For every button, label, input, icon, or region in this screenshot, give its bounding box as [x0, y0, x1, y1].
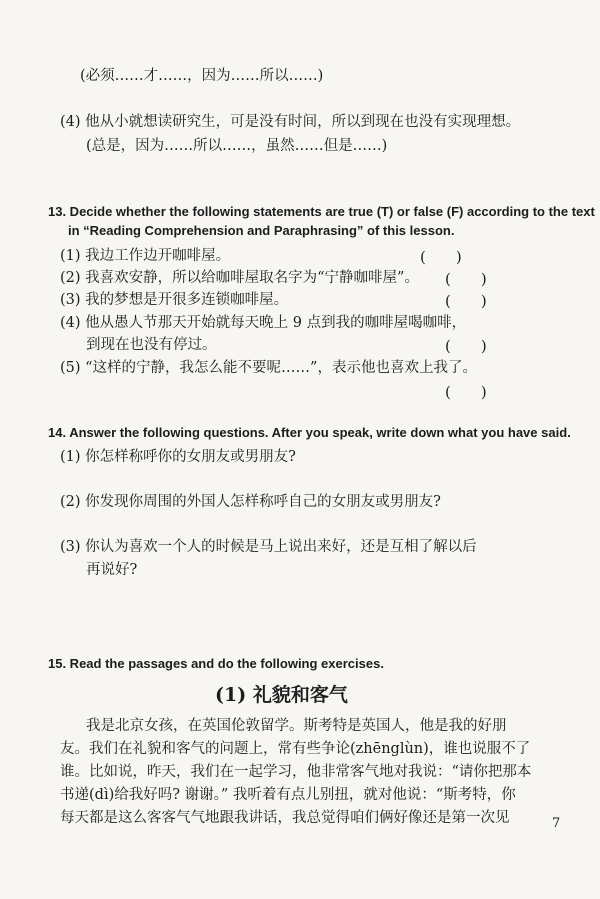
ex12-hint-3: (必须……才……，因为……所以……) [80, 68, 324, 84]
passage-line-1: 我是北京女孩，在英国伦敦留学。斯考特是英国人，他是我的好朋 [86, 718, 507, 734]
ex13-answer-1[interactable]: ( ) [420, 248, 462, 266]
passage-line-5: 每天都是这么客客气气地跟我讲话，我总觉得咱们俩好像还是第一次见 [60, 810, 510, 826]
passage-line-4: 书递(dì)给我好吗? 谢谢。” 我听着有点儿别扭，就对他说：“斯考特，你 [60, 787, 516, 803]
passage-title: (1) 礼貌和客气 [215, 684, 348, 706]
ex13-answer-5[interactable]: ( ) [445, 383, 487, 401]
ex12-item-4: (4) 他从小就想读研究生，可是没有时间，所以到现在也没有实现理想。 [60, 114, 521, 130]
passage-line-2: 友。我们在礼貌和客气的问题上，常有些争论(zhēnglùn)，谁也说服不了 [60, 741, 531, 757]
ex13-statement-5: (5) “这样的宁静，我怎么能不要呢……”，表示他也喜欢上我了。 [60, 360, 477, 376]
ex15-instruction: 15. Read the passages and do the following exercises. [48, 656, 384, 671]
ex14-question-2: (2) 你发现你周围的外国人怎样称呼自己的女朋友或男朋友? [60, 494, 441, 510]
ex13-answer-4[interactable]: ( ) [445, 337, 487, 355]
ex13-statement-4: (4) 他从愚人节那天开始就每天晚上 9 点到我的咖啡屋喝咖啡， [60, 315, 467, 331]
ex14-question-3-cont: 再说好? [86, 562, 138, 578]
ex14-question-3: (3) 你认为喜欢一个人的时候是马上说出来好，还是互相了解以后 [60, 539, 477, 555]
ex13-statement-4-cont: 到现在也没有停过。 [86, 337, 217, 353]
ex13-statement-1: (1) 我边工作边开咖啡屋。 [60, 248, 231, 264]
passage-line-3: 谁。比如说，昨天，我们在一起学习，他非常客气地对我说：“请你把那本 [60, 764, 532, 780]
ex13-statement-3: (3) 我的梦想是开很多连锁咖啡屋。 [60, 292, 289, 308]
ex13-instruction-1: 13. Decide whether the following statements are true (T) or false (F) according to the text [48, 204, 595, 219]
ex14-instruction: 14. Answer the following questions. After you speak, write down what you have said. [48, 425, 571, 440]
ex13-instruction-2: in “Reading Comprehension and Paraphrasing” of this lesson. [68, 223, 455, 238]
ex12-hint-4: (总是，因为……所以……，虽然……但是……) [86, 138, 388, 154]
page-number: 7 [552, 816, 561, 831]
ex13-statement-2: (2) 我喜欢安静，所以给咖啡屋取名字为“宁静咖啡屋”。 [60, 270, 419, 286]
ex14-question-1: (1) 你怎样称呼你的女朋友或男朋友? [60, 449, 296, 465]
ex13-answer-2[interactable]: ( ) [445, 270, 487, 288]
ex13-answer-3[interactable]: ( ) [445, 292, 487, 310]
